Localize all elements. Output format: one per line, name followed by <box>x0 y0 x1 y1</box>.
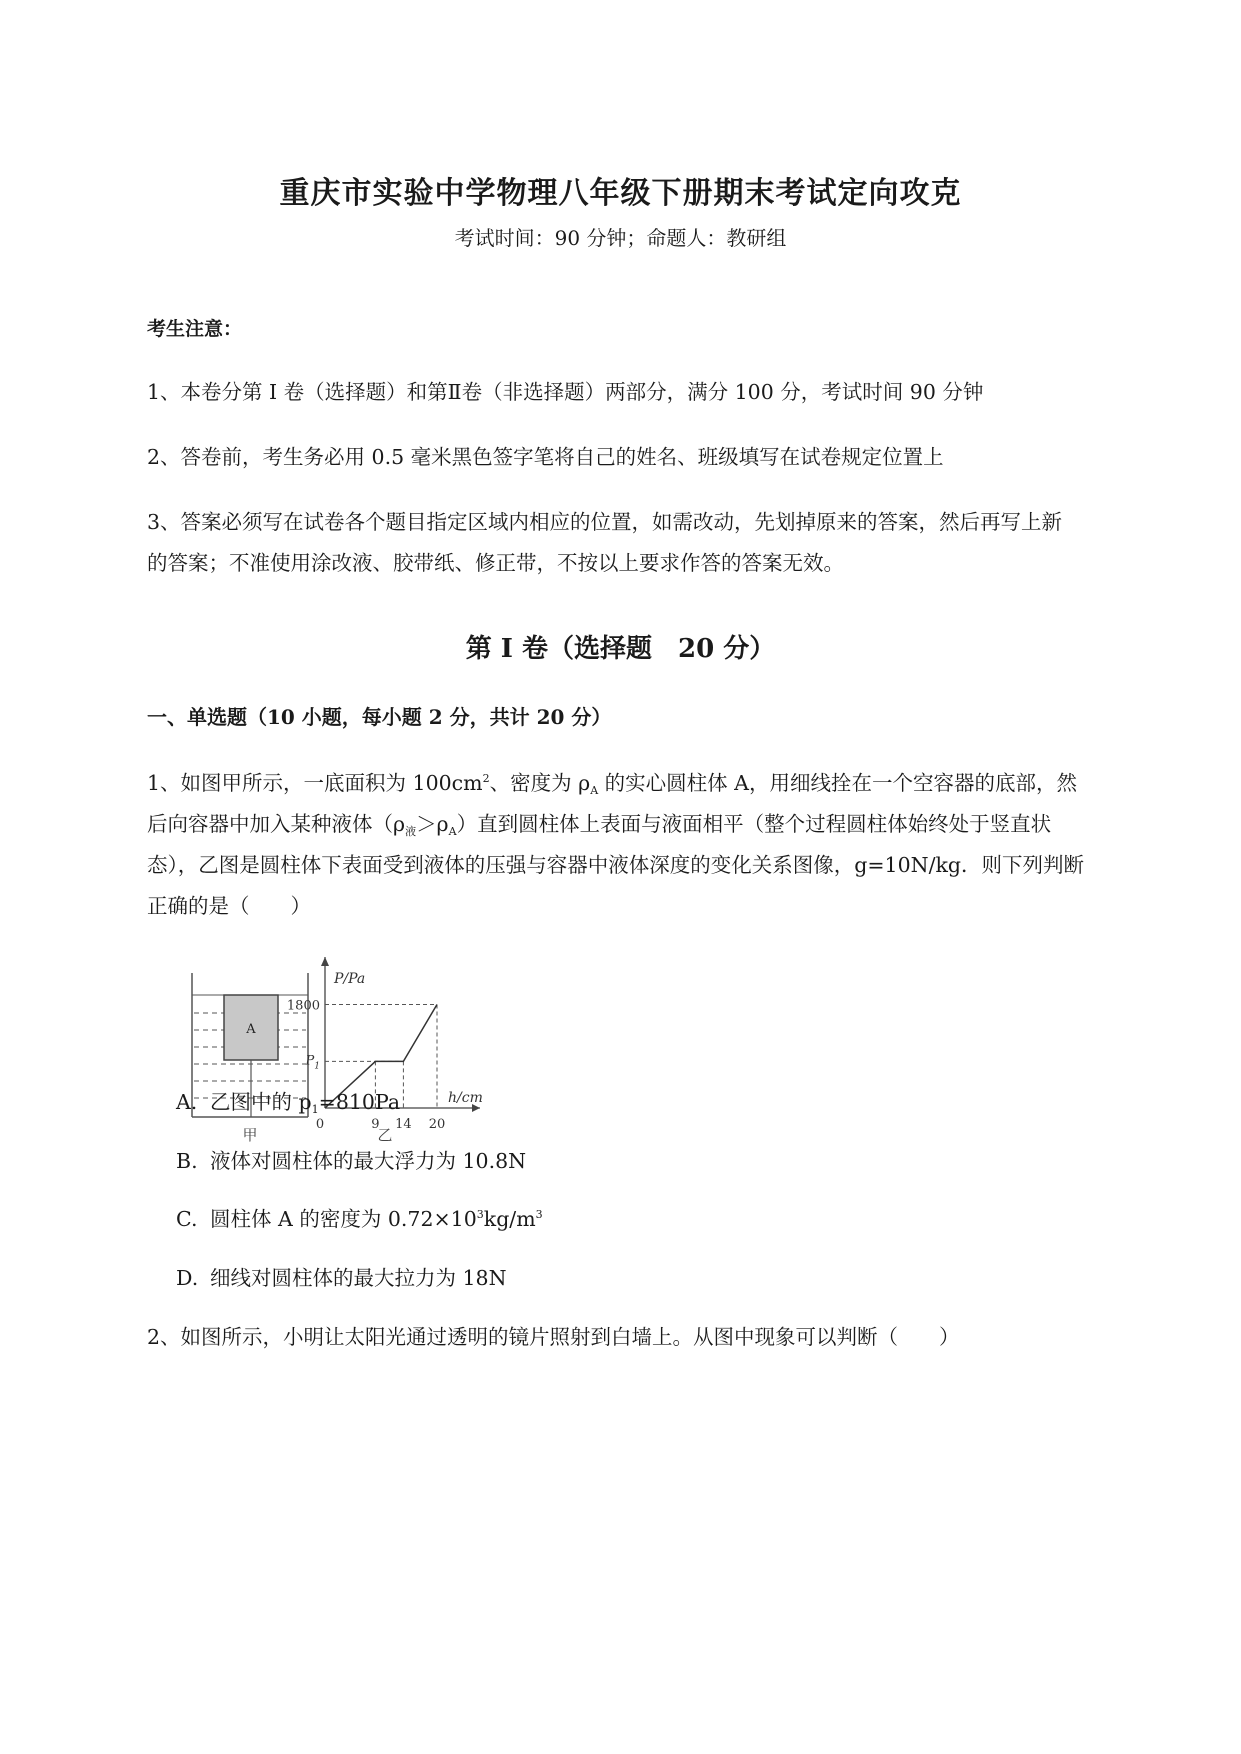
q1-line-4: 正确的是（ ） <box>147 894 311 918</box>
caption-yi: 乙 <box>377 1126 393 1144</box>
q1-figure <box>180 945 540 1160</box>
q1-option-b[interactable]: B. 液体对圆柱体的最大浮力为 10.8N <box>176 1149 527 1173</box>
y-axis-label: P/Pa <box>334 971 366 987</box>
caption-jia: 甲 <box>242 1126 258 1144</box>
q2-text: 2、如图所示，小明让太阳光通过透明的镜片照射到白墙上。从图中现象可以判断（ ） <box>147 1325 960 1349</box>
question-group-heading: 一、单选题（10 小题，每小题 2 分，共计 20 分） <box>147 705 612 729</box>
x-tick-14: 14 <box>395 1117 412 1132</box>
x-axis-label: h/cm <box>448 1090 483 1106</box>
y-axis-arrow <box>321 957 329 966</box>
q1-option-c[interactable]: C. 圆柱体 A 的密度为 $0.72\times 10^3kg/m^3$ <box>176 1207 543 1231</box>
x-tick-9: 9 <box>371 1117 380 1132</box>
notice-item-3-line-2: 的答案；不准使用涂改液、胶带纸、修正带，不按以上要求作答的答案无效。 <box>147 551 844 575</box>
x-tick-20: 20 <box>428 1117 446 1132</box>
notice-item-2: 2、答卷前，考生务必用 0.5 毫米黑色签字笔将自己的姓名、班级填写在试卷规定位置上 <box>147 445 944 469</box>
q1-line-3: 态），乙图是圆柱体下表面受到液体的压强与容器中液体深度的变化关系图像，g=10N/kg．则下列判断 <box>147 853 1085 877</box>
y-tick-p1: $P_1$ <box>305 1053 320 1072</box>
q1-option-a[interactable]: A. 乙图中的 $p_1=810Pa$ <box>176 1090 401 1116</box>
y-tick-1800: 1800 <box>286 998 320 1014</box>
section-title: 第 I 卷（选择题 20 分） <box>465 634 776 664</box>
notice-item-1: 1、本卷分第 I 卷（选择题）和第Ⅱ卷（非选择题）两部分，满分 100 分，考试时间 90 分钟 <box>147 380 984 404</box>
exam-subtitle: 考试时间：90 分钟；命题人：教研组 <box>454 226 787 250</box>
q1-option-d[interactable]: D. 细线对圆柱体的最大拉力为 18N <box>176 1266 507 1290</box>
q1-line-1: 1、如图甲所示，一底面积为 $100cm^2$、密度为 $\rho_A$ 的实心圆柱体 A，用细线拴在一个空容器的底部，然 <box>147 771 1077 797</box>
q1-line-2: 后向容器中加入某种液体$(\rho_液>\rho_A)$直到圆柱体上表面与液面相平（整个过程圆柱体始终处于竖直状 <box>147 812 1052 838</box>
origin-label: 0 <box>315 1117 325 1132</box>
cylinder-label: A <box>246 1022 256 1037</box>
notice-heading: 考生注意： <box>147 318 243 340</box>
notice-item-3-line-1: 3、答案必须写在试卷各个题目指定区域内相应的位置，如需改动，先划掉原来的答案，然后再写上新 <box>147 510 1063 534</box>
exam-title: 重庆市实验中学物理八年级下册期末考试定向攻克 <box>279 176 962 211</box>
